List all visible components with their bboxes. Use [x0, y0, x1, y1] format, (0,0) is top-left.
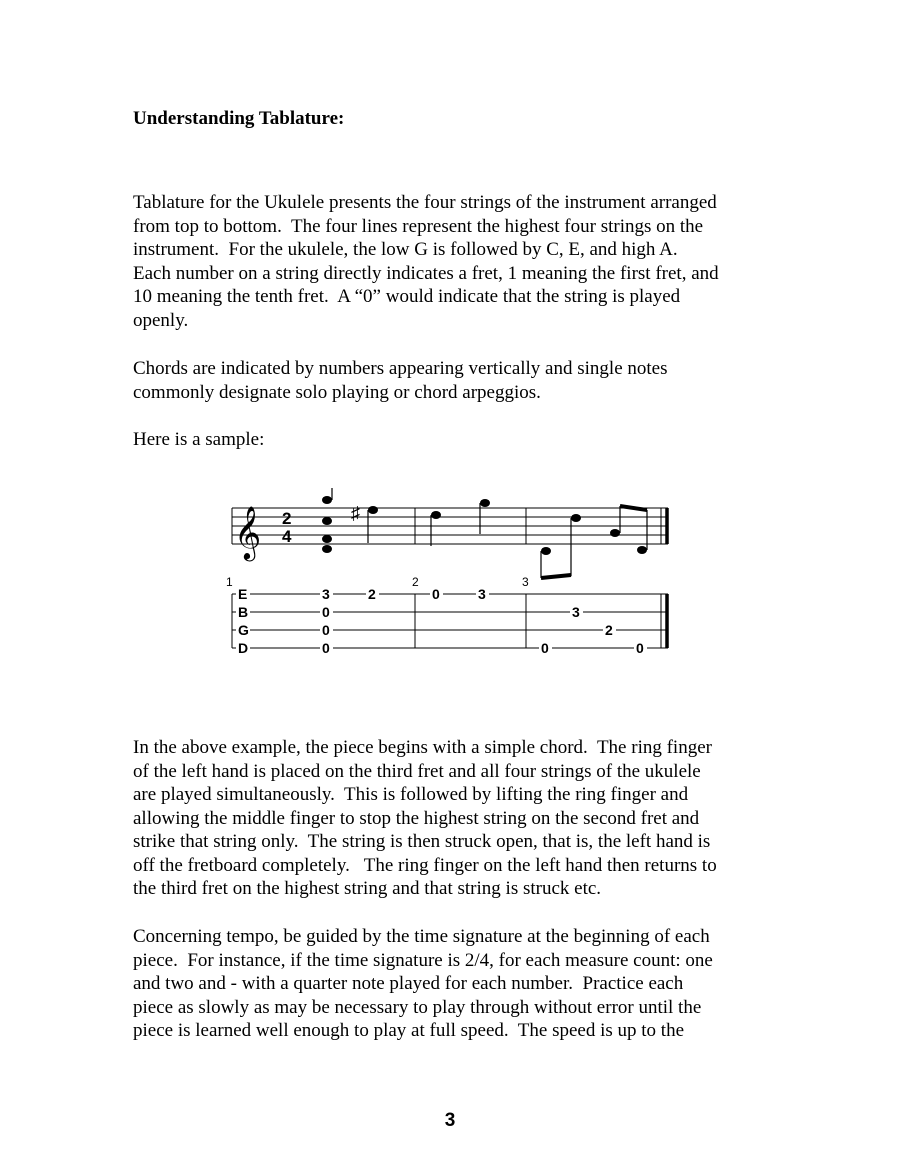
treble-clef-icon: 𝄞 [234, 506, 262, 558]
note-head [571, 514, 581, 522]
tab-number: 0 [322, 622, 330, 638]
measure-number: 2 [412, 575, 419, 589]
text-line: strike that string only. The string is then struck open, that is, the left hand is [133, 831, 711, 852]
note-head [431, 511, 441, 519]
note-head [637, 546, 647, 554]
tab-number: 0 [636, 640, 644, 656]
text-line: 10 meaning the tenth fret. A “0” would indicate that the string is played [133, 286, 681, 307]
tab-barlines [232, 594, 667, 648]
text-line: openly. [133, 309, 189, 331]
note-head [368, 506, 378, 514]
explanation-paragraph [133, 736, 783, 901]
text-line: piece as slowly as may be necessary to play through without error until the [133, 996, 702, 1018]
tab-numbers [320, 586, 647, 656]
text-line: allowing the middle finger to stop the highest string on the second fret and [133, 807, 700, 829]
notation-svg [220, 488, 680, 658]
time-signature-numerator: 2 [282, 509, 292, 528]
text-line: Tablature for the Ukulele presents the four strings of the instrument arranged [133, 192, 717, 213]
text-line: piece is learned well enough to play at full speed. The speed is up to the [133, 1020, 685, 1041]
page-number: 3 [444, 1110, 456, 1131]
note-head [541, 547, 551, 555]
note-head [322, 496, 332, 504]
text-line: and two and - with a quarter note played for each number. Practice each [133, 973, 684, 994]
chords-paragraph [133, 357, 783, 404]
tab-string-names [236, 586, 250, 656]
string-name: B [238, 604, 249, 620]
music-tab-example [220, 488, 680, 658]
tempo-paragraph [133, 925, 783, 1043]
tab-number: 0 [322, 640, 330, 656]
text-line: Here is a sample: [133, 429, 265, 450]
text-line: are played simultaneously. This is followed by lifting the ring finger and [133, 784, 689, 805]
sharp-icon: ♯ [351, 503, 360, 523]
text-line: In the above example, the piece begins with a simple chord. The ring finger [133, 737, 712, 758]
intro-paragraph [133, 191, 783, 332]
tab-number: 3 [572, 604, 580, 620]
section-heading: Understanding Tablature: [133, 108, 345, 129]
tab-number: 0 [322, 604, 330, 620]
text-line: Chords are indicated by numbers appearing vertically and single notes [133, 358, 668, 379]
tab-lines [232, 594, 668, 648]
note-head [322, 535, 332, 543]
text-line: instrument. For the ukulele, the low G is followed by C, E, and high A. [133, 239, 678, 260]
note-head [610, 529, 620, 537]
tab-number: 2 [605, 622, 613, 638]
text-line: the third fret on the highest string and that string is struck etc. [133, 878, 602, 899]
text-line: off the fretboard completely. The ring finger on the left hand then returns to [133, 854, 717, 876]
string-name: G [238, 622, 249, 638]
sample-intro-paragraph [133, 428, 783, 452]
tab-number: 0 [541, 640, 549, 656]
note-head [480, 499, 490, 507]
time-signature-denominator: 4 [282, 527, 292, 546]
text-line: Concerning tempo, be guided by the time signature at the beginning of each [133, 926, 710, 947]
note-head [322, 545, 332, 553]
text-line: commonly designate solo playing or chord arpeggios. [133, 381, 541, 403]
tab-number: 2 [368, 586, 376, 602]
text-line: from top to bottom. The four lines represent the highest four strings on the [133, 215, 704, 237]
beam [620, 506, 647, 510]
string-name: D [238, 640, 249, 656]
chord-notes [322, 488, 332, 553]
text-line: of the left hand is placed on the third fret and all four strings of the ukulele [133, 760, 701, 782]
measure-number: 1 [226, 575, 233, 589]
staff-lines [232, 508, 668, 544]
tab-number: 0 [432, 586, 440, 602]
text-line: Each number on a string directly indicates a fret, 1 meaning the first fret, and [133, 262, 719, 284]
beam [541, 575, 571, 578]
note-head [322, 517, 332, 525]
tab-number: 3 [322, 586, 330, 602]
string-name: E [238, 586, 248, 602]
text-line: piece. For instance, if the time signature is 2/4, for each measure count: one [133, 949, 713, 971]
measure-number: 3 [522, 575, 529, 589]
tab-number: 3 [478, 586, 486, 602]
